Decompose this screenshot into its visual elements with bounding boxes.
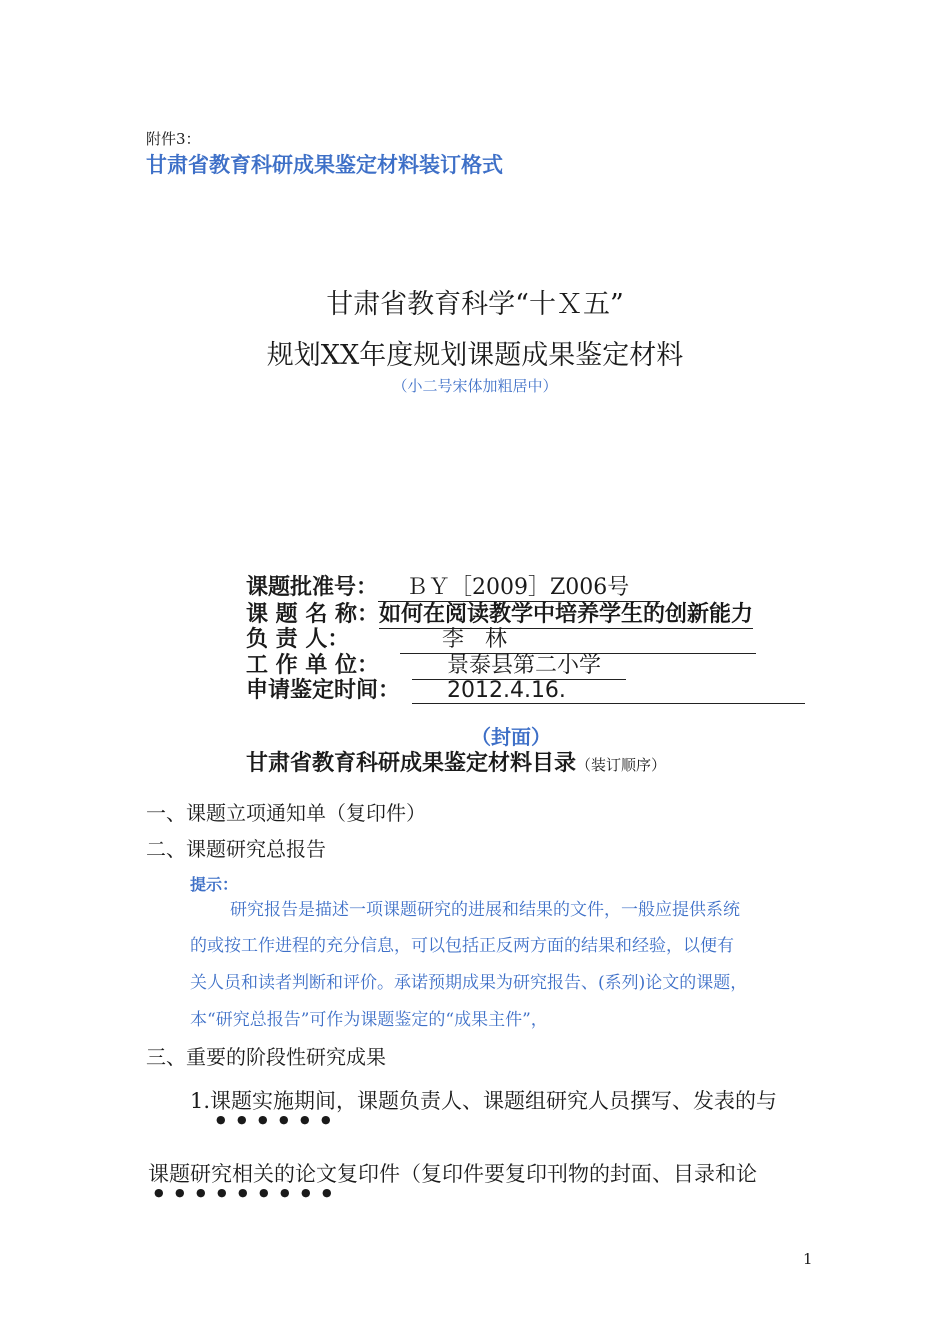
page-number: 1 bbox=[803, 1250, 813, 1268]
field-label: 负 责 人： bbox=[246, 627, 350, 652]
toc-title bbox=[246, 746, 666, 777]
field-value: 2012.4.16. bbox=[412, 678, 805, 704]
toc-item-1: 一、课题立项通知单（复印件） bbox=[146, 801, 426, 825]
cover-format-note: （小二号宋体加粗居中） bbox=[392, 377, 558, 395]
field-label: 课题批准号： bbox=[246, 575, 379, 600]
hint-line-3: 关人员和读者判断和评价。承诺预期成果为研究报告、(系列)论文的课题， bbox=[190, 973, 748, 993]
field-value: 李 林 bbox=[400, 622, 756, 654]
hint-line-4: 本“研究总报告”可作为课题鉴定的“成果主件”， bbox=[190, 1010, 548, 1030]
toc-item-3: 三、重要的阶段性研究成果 bbox=[146, 1045, 386, 1069]
annex-label: 附件3： bbox=[146, 130, 201, 148]
field-label: 课 题 名 称： bbox=[246, 602, 379, 627]
paragraph-text: 复印件（复印件要复印刊物的封面、目录和论 bbox=[337, 1162, 757, 1186]
field-value: ＢＹ［2009］Z006号 bbox=[378, 570, 660, 602]
field-appraisal-date bbox=[246, 673, 805, 704]
hint-label: 提示： bbox=[190, 875, 239, 894]
cover-title-line2: 规划XX年度规划课题成果鉴定材料 bbox=[266, 340, 684, 371]
field-value: 如何在阅读教学中培养学生的创新能力 bbox=[379, 597, 753, 629]
cover-title-line1: 甘肃省教育科学“十Ｘ五” bbox=[326, 289, 624, 320]
document-title: 甘肃省教育科研成果鉴定材料装订格式 bbox=[146, 153, 503, 177]
paragraph-line-1 bbox=[190, 1085, 777, 1126]
paragraph-text: ，课题负责人、课题组研究人员撰写、发表的与 bbox=[336, 1089, 778, 1113]
toc-title-text: 甘肃省教育科研成果鉴定材料目录 bbox=[246, 751, 577, 776]
field-label: 申请鉴定时间： bbox=[246, 678, 401, 703]
toc-item-2: 二、课题研究总报告 bbox=[146, 837, 326, 861]
emphasized-text: 课题研究相关的论文 bbox=[148, 1162, 337, 1186]
emphasized-text: 课题实施期间 bbox=[210, 1089, 337, 1113]
toc-subtitle: （装订顺序） bbox=[576, 756, 667, 774]
field-label: 工 作 单 位： bbox=[246, 653, 379, 678]
hint-line-1: 研究报告是描述一项课题研究的进展和结果的文件，一般应提供系统 bbox=[230, 900, 740, 920]
field-value: 景泰县第二小学 bbox=[412, 648, 626, 680]
paragraph-line-2 bbox=[148, 1158, 757, 1199]
paragraph-number: 1. bbox=[190, 1089, 211, 1113]
hint-line-2: 的或按工作进程的充分信息，可以包括正反两方面的结果和经验，以便有 bbox=[190, 936, 734, 956]
cover-label: （封面） bbox=[471, 725, 551, 749]
